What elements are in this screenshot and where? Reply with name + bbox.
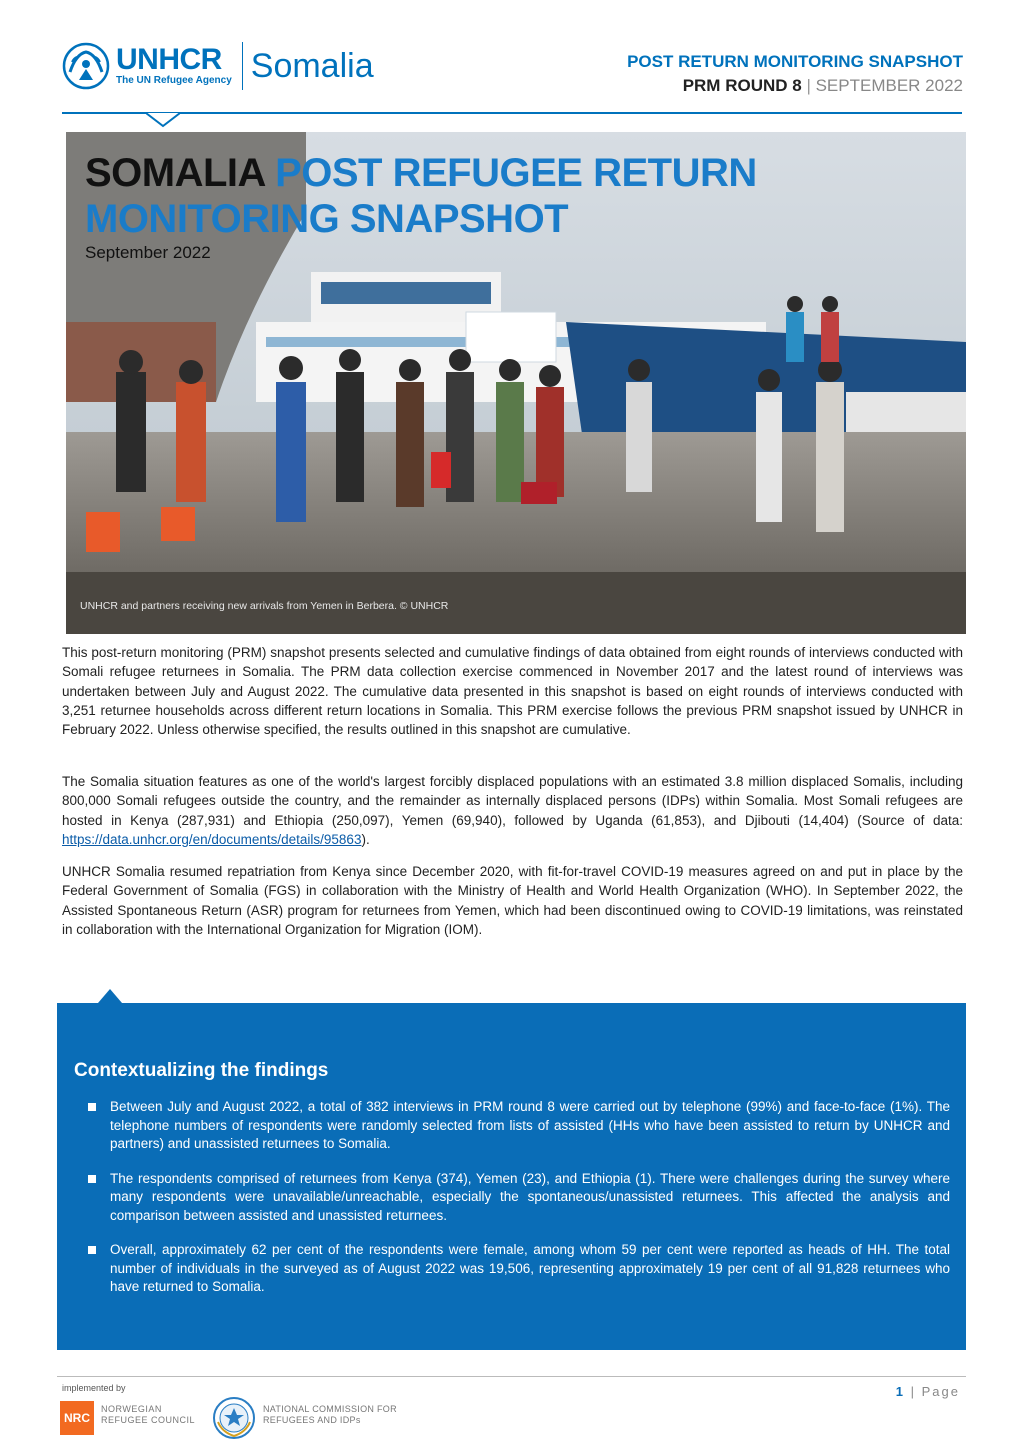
nrc-name-line1: NORWEGIAN: [101, 1404, 162, 1414]
nrc-logo: NRC: [60, 1401, 94, 1435]
page-number: [896, 1384, 960, 1399]
round-label: PRM ROUND 8: [682, 76, 802, 95]
header-right: [627, 51, 963, 99]
context-bullet-text: Between July and August 2022, a total of 382 interviews in PRM round 8 were carried out by telephone (99%) and face-to-face (1%). The telephone numbers of respondents were randomly selected from lists of assisted (HHs who have been assisted to return by UNHCR and partners) and unassisted returnees to Somalia.: [110, 1099, 950, 1151]
footer-rule: [57, 1376, 966, 1377]
context-bullet: [88, 1241, 950, 1297]
nrc-name-line2: REFUGEE COUNCIL: [101, 1415, 196, 1425]
unhcr-emblem-icon: [62, 42, 110, 90]
round-separator: |: [806, 76, 811, 95]
context-bullets: [88, 1098, 950, 1313]
title-date: September 2022: [85, 243, 211, 262]
situation-end: ).: [361, 831, 370, 847]
logo-divider: [242, 42, 243, 90]
context-title: Contextualizing the findings: [74, 1060, 329, 1081]
logo-name: UNHCR: [116, 43, 222, 76]
title-subject: POST REFUGEE RETURN MONITORING SNAPSHOT: [85, 151, 757, 241]
ncri-emblem-icon: [212, 1396, 256, 1440]
ncri-name-line2: REFUGEES AND IDPs: [263, 1415, 361, 1425]
page-number-label: Page: [921, 1384, 960, 1399]
page-title: [85, 150, 845, 242]
logo-country: Somalia: [250, 47, 374, 85]
implemented-by-label: implemented by: [62, 1383, 126, 1393]
context-bullet: [88, 1098, 950, 1154]
round-date: SEPTEMBER 2022: [815, 76, 963, 95]
photo-caption: UNHCR and partners receiving new arrivals from Yemen in Berbera. © UNHCR: [80, 600, 449, 612]
context-bullet-text: The respondents comprised of returnees from Kenya (374), Yemen (23), and Ethiopia (1). There were challenges during the survey where many respondents were unavailable/unreachable, especially the spontaneous/unassisted returnees. This affected the analysis and comparison between assisted and unassisted returnees.: [110, 1170, 950, 1223]
bullet-square-icon: [88, 1103, 96, 1111]
source-link[interactable]: https://data.unhcr.org/en/documents/details/95863: [62, 831, 362, 847]
nrc-name: [101, 1404, 195, 1426]
situation-text: The Somalia situation features as one of the world's largest forcibly displaced populations with an estimated 3.8 million displaced Somalis, including 800,000 Somali refugees outside the country, and the remainder as internally displaced persons (IDPs) within Somalia. Most Somali refugees are hosted in Kenya (287,931) and Ethiopia (250,097), Yemen (69,940), followed by Uganda (61,853), and Djibouti (14,404) (Source of data:: [62, 774, 963, 828]
context-bullet-text: Overall, approximately 62 per cent of the respondents were female, among whom 59 per cent were reported as heads of HH. The total number of individuals in the surveyed as of August 2022 was 19,506, representing approximately 19 per cent of all 91,828 returnees who have returned to Somalia.: [110, 1242, 950, 1294]
page-number-separator: |: [910, 1384, 916, 1399]
ncri-name: [263, 1404, 397, 1426]
snapshot-title: POST RETURN MONITORING SNAPSHOT: [627, 52, 963, 71]
header-rule: [62, 112, 962, 114]
logo-tagline: The UN Refugee Agency: [116, 75, 232, 86]
situation-paragraph: [62, 772, 963, 849]
unhcr-logo: [62, 40, 374, 92]
repatriation-paragraph: UNHCR Somalia resumed repatriation from Kenya since December 2020, with fit-for-travel COVID-19 measures agreed on and put in place by the Federal Government of Somalia (FGS) in collaboration with the Ministry of Health and World Health Organization (WHO). In September 2022, the Assisted Spontaneous Return (ASR) program for returnees from Yemen, which had been discontinued owing to COVID-19 limitations, was reinstated in collaboration with the International Organization for Migration (IOM).: [62, 864, 963, 937]
context-box-notch: [98, 989, 122, 1003]
page-number-value: 1: [895, 1384, 905, 1399]
bullet-square-icon: [88, 1246, 96, 1254]
ncri-name-line1: NATIONAL COMMISSION FOR: [263, 1404, 397, 1414]
context-bullet: [88, 1170, 950, 1226]
header-rule-notch: [146, 112, 180, 128]
round-line: [627, 73, 963, 99]
intro-paragraph: This post-return monitoring (PRM) snapshot presents selected and cumulative findings of data obtained from eight rounds of interviews conducted with Somali refugee returnees in Somalia. The PRM data collection exercise commenced in November 2017 and the latest round of interviews was undertaken between July and August 2022. The cumulative data presented in this snapshot is based on eight rounds of interviews conducted with 3,251 returnee households across different return locations in Somalia. This PRM exercise follows the previous PRM snapshot issued by UNHCR in February 2022. Unless otherwise specified, the results outlined in this snapshot are cumulative.: [62, 645, 963, 738]
title-somalia: SOMALIA: [85, 151, 265, 195]
bullet-square-icon: [88, 1175, 96, 1183]
